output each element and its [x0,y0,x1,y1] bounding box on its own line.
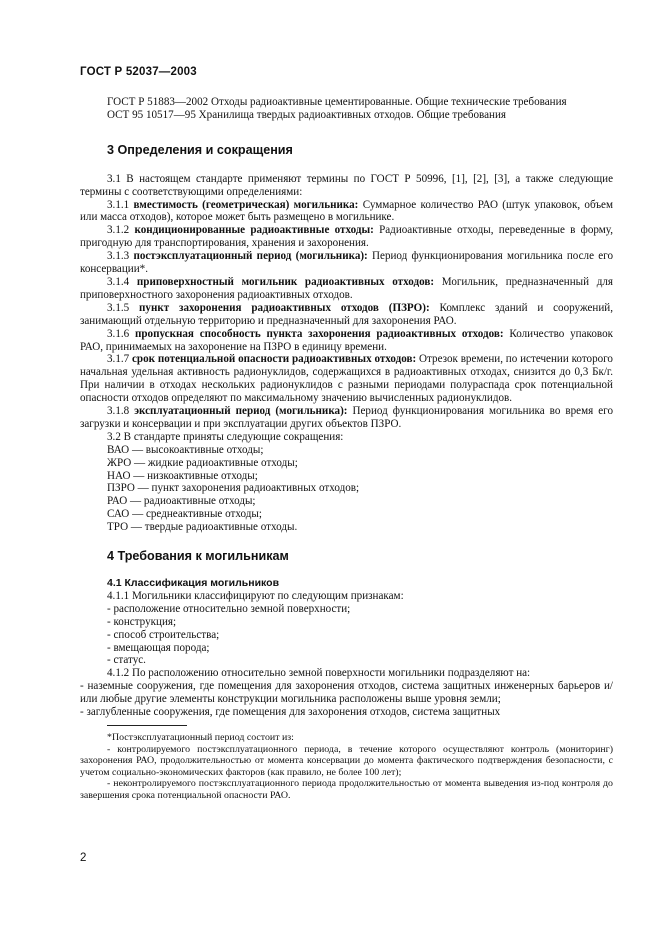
list-item: - наземные сооружения, где помещения для захоронения отходов, система защитных инженерных барьеров и/или любые другие элементы конструкции могильника расположены выше уровня земли; [80,680,613,706]
term: вместимость (геометрическая) могильника: [133,198,359,211]
clause-number: 3.1.3 [107,250,130,263]
clause-number: 3.1.8 [107,405,130,418]
clause-number: 3.1.5 [107,301,130,314]
definition: Суммарное количество РАО (штук упаковок, объем или масса отходов), которое может быть размещено в могильнике. [80,198,613,224]
list-item: - вмещающая порода; [107,641,210,654]
term: приповерхностный могильник радиоактивных отходов: [136,275,435,288]
section-3-title: 3 Определения и сокращения [107,142,293,157]
list-item: РАО — радиоактивные отходы; [107,495,256,508]
footnote-item: - контролируемого постэксплуатационного периода, в течение которого осуществляют контроль (мониторинг) захоронения РАО, продолжительностью от момента консервации до момента фактического подтверждения безопасности, с учетом социально-экономических факторов (как правило, не более 100 лет); [80,743,613,778]
list-item: ВАО — высокоактивные отходы; [107,443,264,456]
list-item: - способ строительства; [107,628,220,641]
term: пропускная способность пункта захоронения радиоактивных отходов: [134,327,504,340]
clause-3-1-8 [80,405,613,431]
term: кондиционированные радиоактивные отходы: [134,224,374,237]
clause-3-1-2 [80,224,613,250]
list-item: ЖРО — жидкие радиоактивные отходы; [107,456,298,469]
footnote-item: - неконтролируемого постэксплуатационного периода продолжительностью от момента выведения из-под контроля до завершения срока потенциальной опасности РАО. [80,778,613,801]
document-header: ГОСТ Р 52037—2003 [80,66,197,78]
clause-3-1-5 [80,302,613,328]
abbreviation-list [80,444,613,534]
definition: Комплекс зданий и сооружений, занимающий отдельную территорию и предназначенный для захоронения РАО. [80,301,613,327]
footnote [80,732,613,802]
reference-1: ГОСТ Р 51883—2002 Отходы радиоактивные цементированные. Общие технические требования [107,96,567,108]
list-item: ТРО — твердые радиоактивные отходы. [107,521,298,534]
definition: Количество упаковок РАО, принимаемых на захоронение на ПЗРО в единицу времени. [80,327,614,353]
term: пункт захоронения радиоактивных отходов (ПЗРО): [139,301,430,314]
term: постэксплуатационный период (могильника): [133,250,368,263]
clause-3-1: 3.1 В настоящем стандарте применяют термины по ГОСТ Р 50996, [1], [2], [3], а также следующие термины с соответствующими определениями: [80,172,613,198]
clause-3-2: 3.2 В стандарте приняты следующие сокращения: [107,430,344,443]
clause-4-1-2: 4.1.2 По расположению относительно земной поверхности могильники подразделяют на: [107,667,531,680]
term: эксплуатационный период (могильника): [134,405,348,418]
term: срок потенциальной опасности радиоактивных отходов: [132,353,417,366]
list-item: САО — среднеактивные отходы; [107,508,262,521]
definition: Период функционирования могильника после его консервации*. [80,250,613,276]
footnote-divider [107,725,187,726]
list-item: НАО — низкоактивные отходы; [107,469,258,482]
definition: Радиоактивные отходы, переведенные в форму, пригодную для транспортирования, хранения и захоронения. [80,224,613,250]
clause-number: 3.1.6 [107,327,130,340]
list-item: - статус. [107,654,146,667]
footnote-title: *Постэксплуатационный период состоит из: [107,731,294,743]
reference-2: ОСТ 95 10517—95 Хранилища твердых радиоактивных отходов. Общие требования [107,108,507,121]
clause-number: 3.1.1 [107,198,130,211]
clause-3-1-6 [80,328,613,354]
list-item: - расположение относительно земной поверхности; [107,602,351,615]
page-number: 2 [80,852,87,864]
subsection-4-1-title: 4.1 Классификация могильников [107,577,280,589]
definition: Период функционирования могильника во время его загрузки и консервации и при эксплуатации других объектов ПЗРО. [80,405,613,430]
clause-number: 3.1.4 [107,275,130,288]
list-item: - заглубленные сооружения, где помещения для захоронения отходов, система защитных [80,706,501,719]
clause-3-1-3 [80,250,613,276]
clause-3-1-4 [80,276,613,302]
definition: Отрезок времени, по истечении которого начальная удельная активность радионуклидов, содержащихся в радиоактивных отходах, снизится до 0,3 Бк/г. При наличии в отходах нескольких радионуклидов с разными периодами полураспада срок потенциальной опасности отходов определяют по максимальному значению вычисленных радионуклидов. [80,353,613,405]
clause-number: 3.1.2 [107,224,130,237]
list-item: ПЗРО — пункт захоронения радиоактивных отходов; [107,482,360,495]
clause-number: 3.1.7 [107,353,130,366]
document-body [80,96,613,802]
list-item: - конструкция; [107,615,177,628]
classification-list [80,603,613,668]
section-4-title: 4 Требования к могильникам [107,549,289,564]
definition: Могильник, предназначенный для приповерхностного захоронения радиоактивных отходов. [80,275,614,301]
clause-4-1-1: 4.1.1 Могильники классифицируют по следующим признакам: [107,589,404,602]
clause-3-1-1 [80,199,613,225]
clause-3-1-7 [80,353,613,405]
